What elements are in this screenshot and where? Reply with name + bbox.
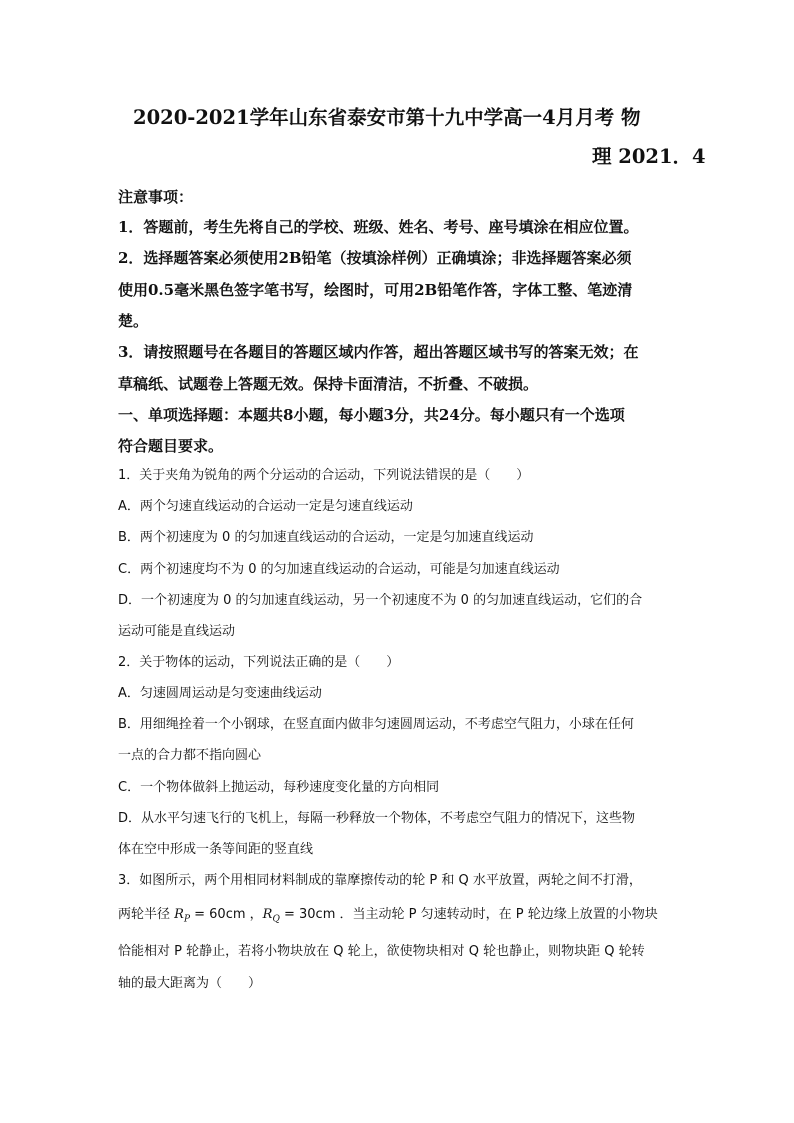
q3-stem-line2 <box>118 905 658 930</box>
section-1-heading-cont: 符合题目要求。 <box>118 437 224 455</box>
q1-stem: 1．关于夹角为锐角的两个分运动的合运动，下列说法错误的是（ ） <box>118 468 530 483</box>
q2-option-a: A．匀速圆周运动是匀变速曲线运动 <box>118 686 322 701</box>
rq-value: = 30cm <box>279 907 336 922</box>
q2-option-b-line1: B．用细绳拴着一个小钢球，在竖直面内做非匀速圆周运动，不考虑空气阻力，小球在任何 <box>118 717 634 732</box>
notes-heading: 注意事项： <box>118 188 194 206</box>
note-1: 1．答题前，考生先将自己的学校、班级、姓名、考号、座号填涂在相应位置。 <box>118 218 639 236</box>
note-2-line3: 楚。 <box>118 312 149 330</box>
rq-subscript: Q <box>272 914 280 925</box>
q2-stem: 2．关于物体的运动，下列说法正确的是（ ） <box>118 655 400 670</box>
q2-option-d-line2: 体在空中形成一条等间距的竖直线 <box>118 842 314 857</box>
section-1-heading: 一、单项选择题：本题共8小题，每小题3分，共24分。每小题只有一个选项 <box>118 406 625 424</box>
q3-text-prefix: 两轮半径 <box>118 907 175 922</box>
note-3-line1: 3．请按照题号在各题目的答题区域内作答，超出答题区域书写的答案无效；在 <box>118 343 639 361</box>
rq-symbol: R <box>262 907 273 922</box>
q1-option-c: C．两个初速度均不为 0 的匀加速直线运动的合运动，可能是匀加速直线运动 <box>118 562 560 577</box>
q3-text-suffix: ．当主动轮 P 匀速转动时，在 P 轮边缘上放置的小物块 <box>335 907 658 922</box>
q2-option-b-line2: 一点的合力都不指向圆心 <box>118 748 262 763</box>
q1-option-d-line2: 运动可能是直线运动 <box>118 624 236 639</box>
q1-option-d-line1: D．一个初速度为 0 的匀加速直线运动，另一个初速度不为 0 的匀加速直线运动，它们的合 <box>118 593 643 608</box>
q2-option-d-line1: D．从水平匀速飞行的飞机上，每隔一秒释放一个物体，不考虑空气阻力的情况下，这些物 <box>118 811 636 826</box>
rp-symbol: R <box>174 907 184 922</box>
q3-stem-line1: 3．如图所示，两个用相同材料制成的靠摩擦传动的轮 P 和 Q 水平放置，两轮之间不打滑， <box>118 873 642 888</box>
exam-title-line1: 2020-2021学年山东省泰安市第十九中学高一4月月考 物 <box>133 106 641 129</box>
note-2-line1: 2．选择题答案必须使用2B铅笔（按填涂样例）正确填涂；非选择题答案必须 <box>118 249 632 267</box>
note-3-line2: 草稿纸、试题卷上答题无效。保持卡面清洁，不折叠、不破损。 <box>118 375 539 393</box>
q2-option-c: C．一个物体做斜上抛运动，每秒速度变化量的方向相同 <box>118 780 440 795</box>
note-2-line2: 使用0.5毫米黑色签字笔书写，绘图时，可用2B铅笔作答，字体工整、笔迹清 <box>118 281 633 299</box>
exam-title-line2: 理 2021．4 <box>592 145 706 168</box>
rq-formula <box>262 907 280 925</box>
rp-subscript: P <box>183 914 190 925</box>
q1-option-a: A．两个匀速直线运动的合运动一定是匀速直线运动 <box>118 499 413 514</box>
rp-formula <box>174 907 190 925</box>
q3-stem-line3: 恰能相对 P 轮静止，若将小物块放在 Q 轮上，欲使物块相对 Q 轮也静止，则物块距 Q 轮转 <box>118 944 645 959</box>
q1-option-b: B．两个初速度为 0 的匀加速直线运动的合运动，一定是匀加速直线运动 <box>118 530 534 545</box>
q3-stem-line4: 轴的最大距离为（ ） <box>118 976 262 991</box>
rp-value: = 60cm ， <box>190 907 263 922</box>
